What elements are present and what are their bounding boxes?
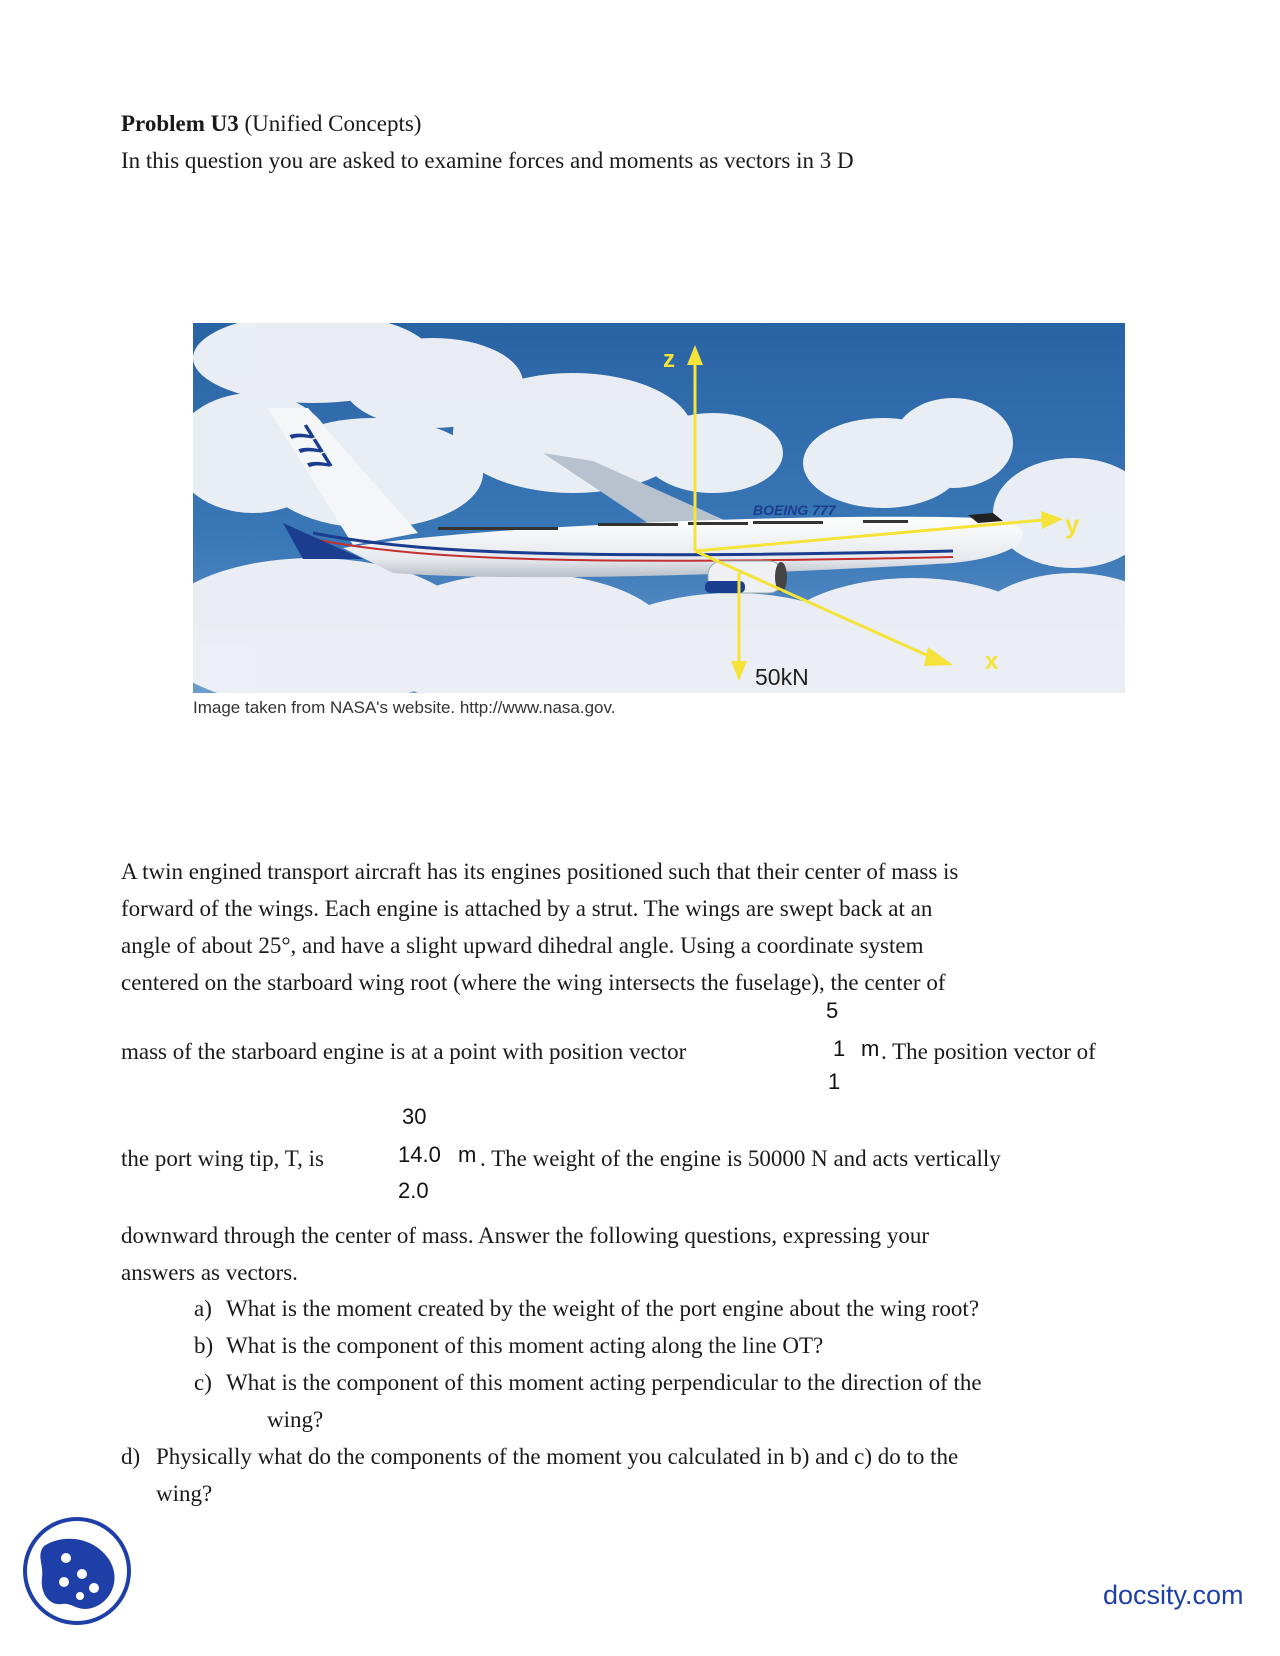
force-label: 50kN <box>755 664 809 690</box>
question-d-text-1: Physically what do the components of the moment you calculated in b) and c) do to the <box>156 1444 959 1469</box>
aircraft-figure <box>193 323 1125 693</box>
fuselage-text: BOEING 777 <box>753 502 836 518</box>
tail-text: 777 <box>282 419 337 480</box>
body-line-5a: mass of the starboard engine is at a point with position vector <box>121 1039 687 1064</box>
tip-vector-y: 14.0 <box>398 1142 441 1167</box>
body-line-8: answers as vectors. <box>121 1260 298 1285</box>
body-line-4: centered on the starboard wing root (where the wing intersects the fuselage), the center of <box>121 970 946 995</box>
problem-title <box>121 105 421 142</box>
axis-z-label: z <box>663 346 675 373</box>
question-c-text-1: What is the component of this moment acting perpendicular to the direction of the <box>226 1370 982 1395</box>
docsity-brand-link[interactable]: docsity.com <box>1103 1580 1244 1610</box>
docsity-logo-icon <box>22 1516 132 1626</box>
question-a-text: What is the moment created by the weight of the port engine about the wing root? <box>226 1296 980 1321</box>
body-line-3: angle of about 25°, and have a slight upward dihedral angle. Using a coordinate system <box>121 933 924 958</box>
tip-vector-x: 30 <box>402 1104 427 1129</box>
question-b-label: b) <box>194 1333 214 1358</box>
axis-y-label: y <box>1065 509 1080 539</box>
problem-label: Problem U3 <box>121 111 239 136</box>
aircraft-image <box>193 323 1125 693</box>
question-c-label: c) <box>194 1370 212 1395</box>
engine-vector-z: 1 <box>828 1069 841 1094</box>
engine-vector-y: 1 <box>833 1036 846 1061</box>
axis-x-label: x <box>985 648 999 675</box>
question-d-label: d) <box>121 1444 141 1469</box>
tip-vector-unit: m <box>458 1142 477 1167</box>
body-line-6a: the port wing tip, T, is <box>121 1146 324 1171</box>
engine-vector-unit: m <box>861 1036 880 1061</box>
engine-vector-x: 5 <box>826 998 839 1023</box>
body-line-2: forward of the wings. Each engine is attached by a strut. The wings are swept back at an <box>121 896 933 921</box>
body-line-7: downward through the center of mass. Answer the following questions, expressing your <box>121 1223 930 1248</box>
intro-text: In this question you are asked to examine forces and moments as vectors in 3 D <box>121 148 854 173</box>
question-a-label: a) <box>194 1296 212 1321</box>
tip-vector-z: 2.0 <box>398 1178 429 1203</box>
figure-caption: Image taken from NASA's website. http://www.nasa.gov. <box>193 698 616 717</box>
question-d-text-2: wing? <box>156 1481 213 1506</box>
body-line-5b: . The position vector of <box>881 1039 1096 1064</box>
body-line-1: A twin engined transport aircraft has its engines positioned such that their center of mass is <box>121 859 959 884</box>
question-c-text-2: wing? <box>267 1407 324 1432</box>
question-b-text: What is the component of this moment acting along the line OT? <box>226 1333 824 1358</box>
problem-subtitle: (Unified Concepts) <box>244 111 422 136</box>
body-line-6b: . The weight of the engine is 50000 N and acts vertically <box>480 1146 1001 1171</box>
